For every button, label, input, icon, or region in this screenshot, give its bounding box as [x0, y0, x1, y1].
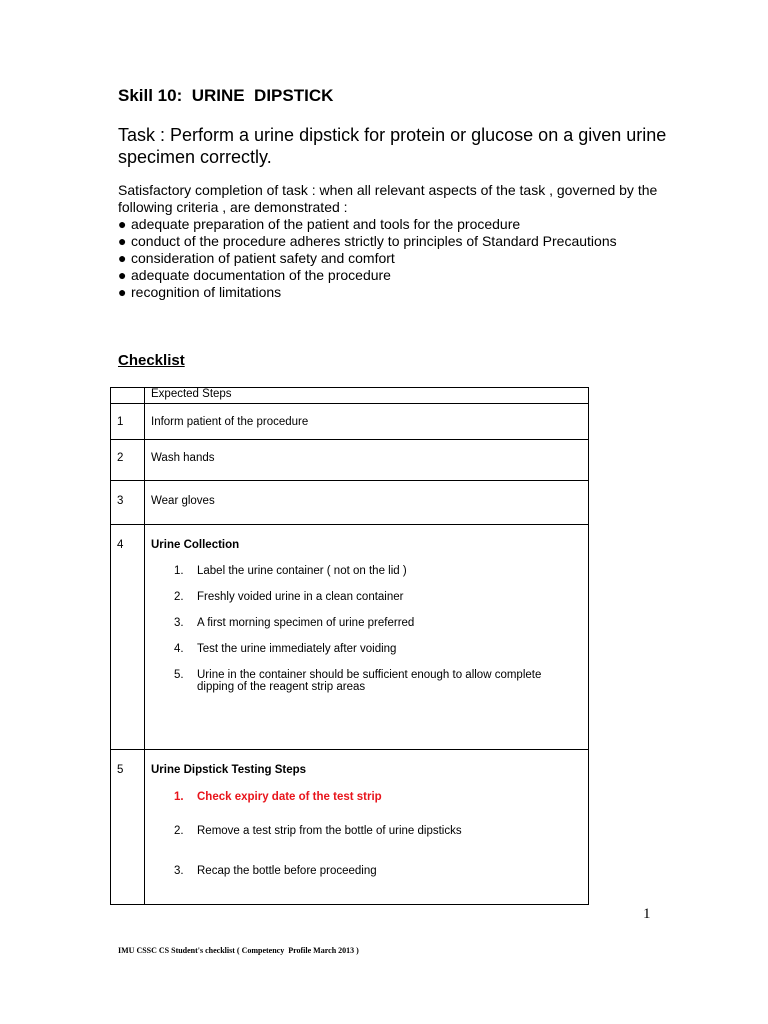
list-item: 2. Freshly voided urine in a clean container: [174, 591, 404, 603]
sub-step-list: [151, 791, 588, 877]
step-text: [145, 525, 589, 750]
bullet-icon: ●: [118, 233, 127, 249]
sub-step-list: [151, 565, 588, 693]
step-text: Wash hands: [145, 440, 589, 481]
criteria-intro: Satisfactory completion of task : when all relevant aspects of the task , governed by the following criteria , are demonstrated :: [118, 182, 658, 215]
table-header-row: [111, 388, 589, 404]
step-number: 2: [111, 440, 145, 481]
criteria-item: ● consideration of patient safety and comfort: [118, 250, 395, 266]
list-item-highlight: 1. Check expiry date of the test strip: [174, 791, 382, 803]
task-statement: Task : Perform a urine dipstick for protein or glucose on a given urine specimen correctly.: [118, 125, 667, 167]
list-item: 4. Test the urine immediately after voiding: [174, 643, 397, 655]
list-item: 3. A first morning specimen of urine preferred: [174, 617, 415, 629]
table-row: [111, 440, 589, 481]
bullet-icon: ●: [118, 284, 127, 300]
checklist-table: [110, 387, 589, 905]
bullet-icon: ●: [118, 267, 127, 283]
table-row: [111, 481, 589, 525]
criteria-item: ● recognition of limitations: [118, 284, 282, 300]
step-number: 5: [111, 750, 145, 905]
table-row: [111, 525, 589, 750]
criteria-item: ● adequate preparation of the patient and tools for the procedure: [118, 216, 521, 232]
criteria-section: [118, 182, 678, 301]
step-text: [145, 750, 589, 905]
footer-text: IMU CSSC CS Student's checklist ( Competency Profile March 2013 ): [118, 946, 359, 955]
criteria-item: ● adequate documentation of the procedure: [118, 267, 391, 283]
table-row: [111, 750, 589, 905]
section-title: Urine Dipstick Testing Steps: [151, 764, 307, 776]
list-item: 2. Remove a test strip from the bottle of urine dipsticks: [174, 825, 462, 837]
table-header-cell: Expected Steps: [145, 388, 589, 404]
bullet-icon: ●: [118, 216, 127, 232]
section-title: Urine Collection: [151, 539, 240, 551]
list-item: 5. Urine in the container should be sufficient enough to allow complete dipping of the reagent strip areas: [174, 669, 542, 693]
page-number: 1: [643, 906, 651, 922]
step-text: Wear gloves: [145, 481, 589, 525]
step-text: Inform patient of the procedure: [145, 404, 589, 440]
step-number: 3: [111, 481, 145, 525]
skill-title: Skill 10: URINE DIPSTICK: [118, 86, 334, 105]
table-header-num: [111, 388, 145, 404]
list-item: 1. Label the urine container ( not on the lid ): [174, 565, 407, 577]
table-row: [111, 404, 589, 440]
bullet-icon: ●: [118, 250, 127, 266]
step-number: 1: [111, 404, 145, 440]
list-item: 3. Recap the bottle before proceeding: [174, 865, 377, 877]
criteria-list: [118, 216, 678, 301]
step-number: 4: [111, 525, 145, 750]
criteria-item: ● conduct of the procedure adheres strictly to principles of Standard Precautions: [118, 233, 617, 249]
checklist-heading: Checklist: [118, 352, 185, 369]
